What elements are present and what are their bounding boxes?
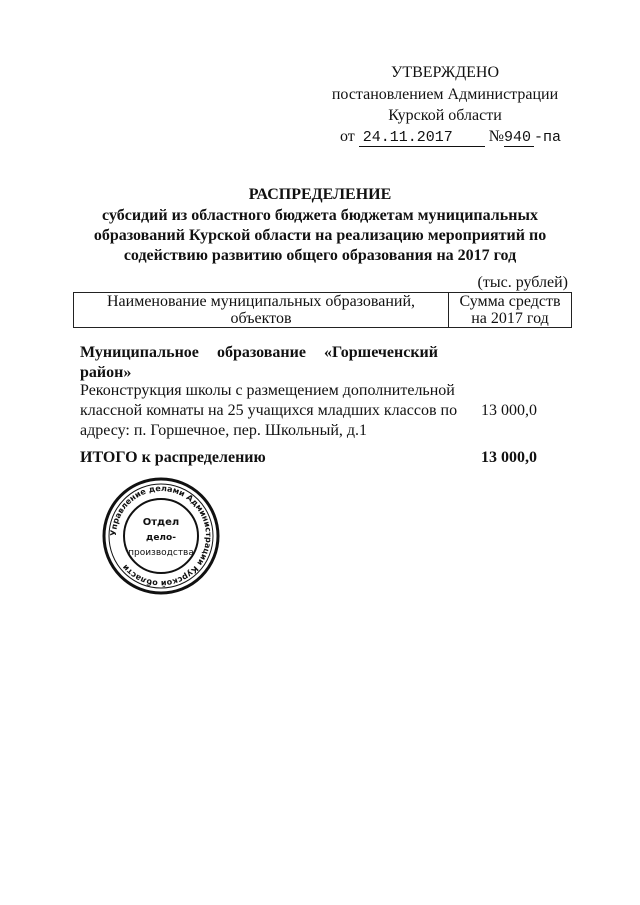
header-text: объектов bbox=[230, 310, 292, 327]
subtitle-line: субсидий из областного бюджета бюджетам муниципальных bbox=[102, 207, 538, 224]
svg-text:производства: производства bbox=[128, 548, 194, 558]
number-sign: № bbox=[488, 128, 505, 145]
from-label: от bbox=[340, 128, 355, 145]
svg-text:дело-: дело- bbox=[146, 533, 176, 543]
total-amount: 13 000,0 bbox=[481, 449, 537, 466]
object-line: Реконструкция школы с размещением дополнительной bbox=[80, 382, 455, 399]
subtitle-line: образований Курской области на реализацию мероприятий по bbox=[93, 227, 547, 244]
header-text: на 2017 год bbox=[471, 310, 549, 327]
header-text: Наименование муниципальных образований, bbox=[106, 293, 416, 310]
header-text: Сумма средств bbox=[459, 293, 561, 310]
approval-title: УТВЕРЖДЕНО bbox=[390, 64, 499, 81]
municipality-name-cont: район» bbox=[80, 364, 132, 381]
approval-number: 940 bbox=[504, 129, 534, 147]
row-amount: 13 000,0 bbox=[481, 402, 537, 419]
column-header-name bbox=[74, 293, 448, 327]
municipality-name: Муниципальное образование «Горшеченский bbox=[80, 344, 438, 361]
approval-number-suffix: -па bbox=[534, 129, 562, 146]
column-header-amount bbox=[449, 293, 571, 327]
approval-date: 24.11.2017 bbox=[359, 129, 485, 147]
approval-date-line bbox=[340, 128, 561, 147]
table-header bbox=[73, 292, 572, 328]
approval-line2: Курской области bbox=[388, 107, 502, 124]
official-stamp bbox=[100, 475, 222, 597]
approval-line1: постановлением Администрации bbox=[331, 86, 559, 103]
total-label: ИТОГО к распределению bbox=[80, 449, 266, 466]
document-title: РАСПРЕДЕЛЕНИЕ bbox=[248, 186, 392, 203]
units-label: (тыс. рублей) bbox=[477, 274, 568, 291]
svg-text:Отдел: Отдел bbox=[142, 517, 180, 528]
object-line: адресу: п. Горшечное, пер. Школьный, д.1 bbox=[80, 422, 368, 439]
object-line: классной комнаты на 25 учащихся младших классов по bbox=[80, 402, 458, 419]
svg-text:Управление делами Администраци: Управление делами Администрации Курской области bbox=[108, 483, 214, 589]
subtitle-line: содействию развитию общего образования на 2017 год bbox=[123, 247, 517, 264]
